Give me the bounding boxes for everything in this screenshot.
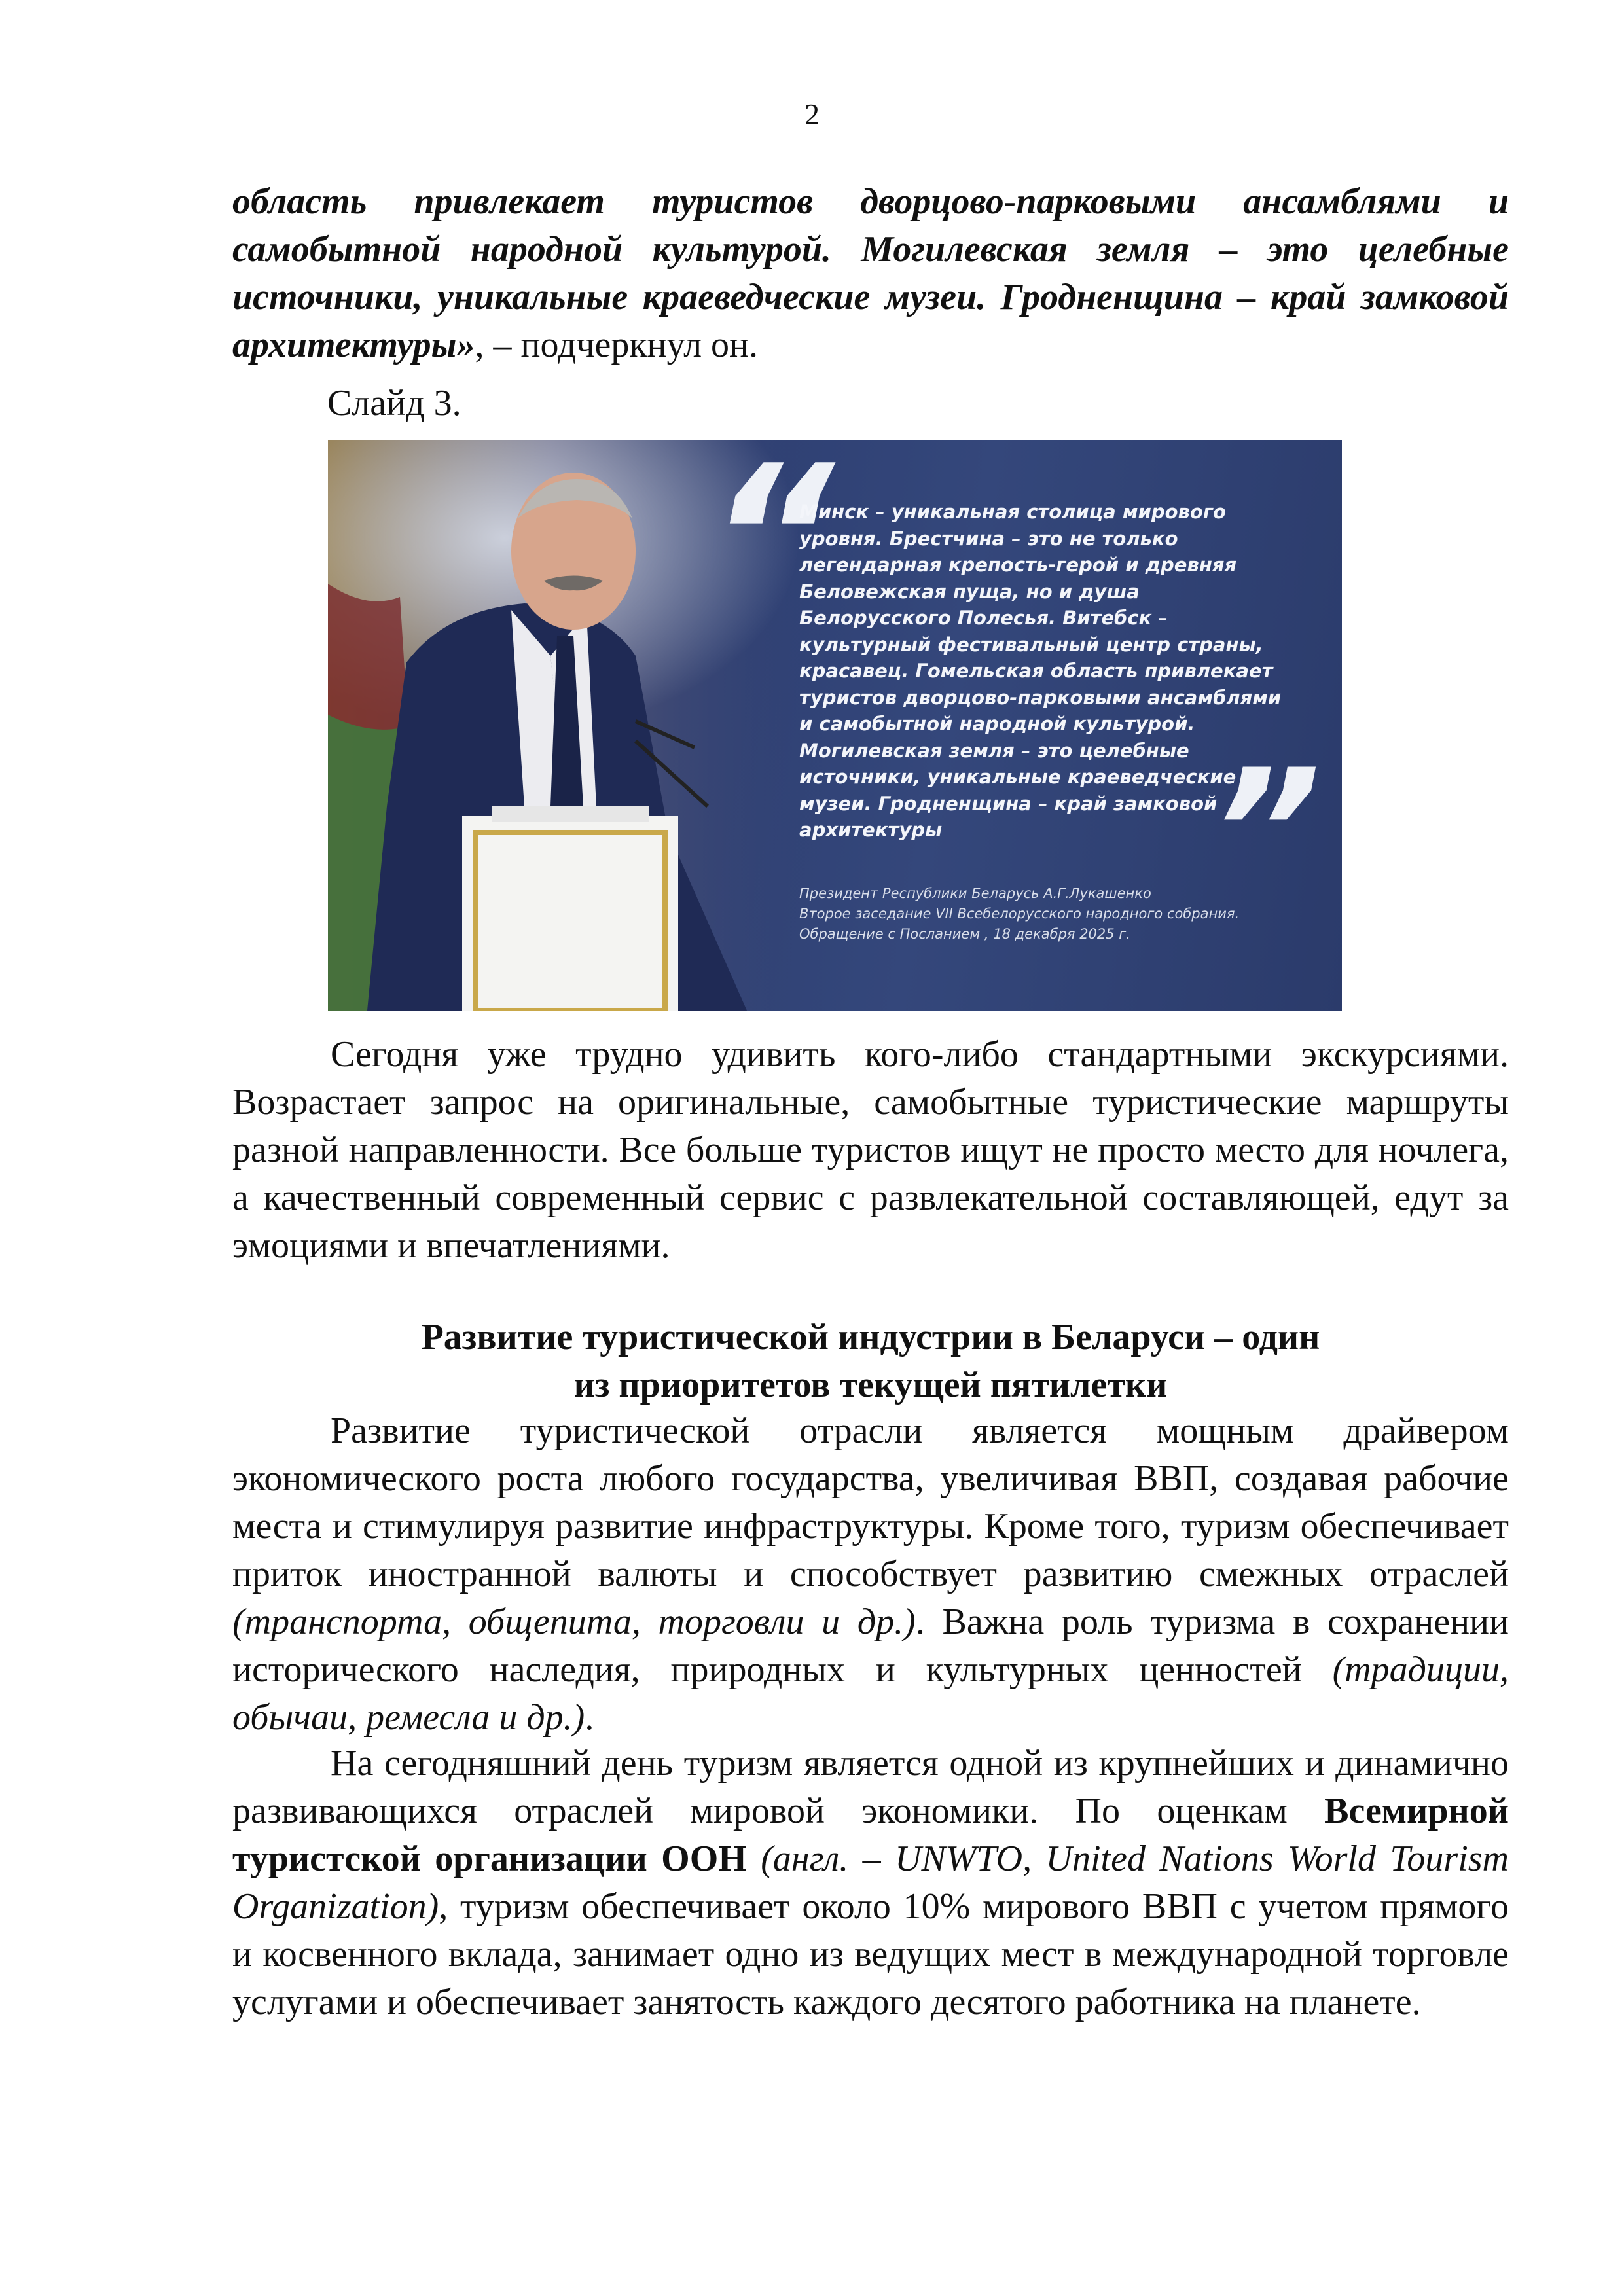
p3-text-2: . Важна роль туризма в сохранении исторического наследия, природных и культурных ценностей: [232, 1602, 1509, 1690]
open-quote-icon: “: [708, 440, 835, 652]
p3-italic-2: (традиции, обычаи, ремесла и др.): [232, 1649, 1509, 1738]
slide-image: [328, 440, 1342, 1011]
section-heading: [232, 1314, 1509, 1409]
p3-text-3: .: [585, 1697, 594, 1738]
attribution-event: Второе заседание VII Всебелорусского народного собрания. Обращение с Посланием , 18 декабря 2025 г.: [799, 906, 1240, 942]
paragraph-excursions: Сегодня уже трудно удивить кого-либо стандартными экскурсиями. Возрастает запрос на оригинальные, самобытные туристические маршруты разной направленности. Все больше туристов ищут не просто место для ночлега, а качественный современный сервис с развлекательной составляющей, едут за эмоциями и впечатлениями.: [232, 1034, 1509, 1266]
p4-italic-abbr: (англ. – UNWTO, United Nations World Tourism Organization): [232, 1839, 1509, 1927]
quote-ending-bold-italic: область привлекает туристов дворцово-парковыми ансамблями и самобытной народной культурой. Могилевская земля – это целебные источники, уникальные краеведческие музеи. Гродненщина – край замковой архитектуры»: [232, 181, 1509, 365]
quote-ending-tail: , – подчеркнул он.: [475, 325, 758, 365]
p4-bold-org: Всемирной туристской организации ООН: [232, 1791, 1509, 1879]
p4-text-3: , туризм обеспечивает около 10% мирового ВВП с учетом прямого и косвенного вклада, занимает одно из ведущих мест в международной торговле услугами и обеспечивает занятость каждого десятого работника на планете.: [232, 1886, 1509, 2022]
close-quote-icon: ”: [1212, 734, 1322, 931]
p4-text-1: На сегодняшний день туризм является одной из крупнейших и динамично развивающихся отраслей мировой экономики. По оценкам: [232, 1743, 1509, 1831]
page-number: 2: [804, 98, 820, 131]
paragraph-tourism-driver: [232, 1407, 1509, 1742]
heading-line2: из приоритетов текущей пятилетки: [573, 1365, 1168, 1405]
slide-quote-text: Минск – уникальная столица мирового уровня. Брестчина – это не только легендарная крепость-герой и древняя Беловежская пуща, но и душа Белорусского Полесья. Витебск – культурный фестивальный центр страны, красавец. Гомельская область привлекает туристов дворцово-парковыми ансамблями и самобытной народной культурой. Могилевская земля – это целебные источники, уникальные краеведческие музеи. Гродненщина – край замковой архитектуры: [799, 501, 1282, 841]
paragraph-world-tourism: [232, 1740, 1509, 2026]
slide-label: Слайд 3.: [327, 383, 461, 423]
p3-italic-1: (транспорта, общепита, торговли и др.): [232, 1602, 916, 1642]
paragraph-quote-ending: [232, 178, 1509, 369]
p3-text-1: Развитие туристической отрасли является мощным драйвером экономического роста любого государства, увеличивая ВВП, создавая рабочие места и стимулируя развитие инфраструктуры. Кроме того, туризм обеспечивает приток иностранной валюты и способствует развитию смежных отраслей: [232, 1410, 1509, 1594]
attribution-author: Президент Республики Беларусь А.Г.Лукашенко: [799, 886, 1151, 901]
heading-line1: Развитие туристической индустрии в Беларуси – один: [421, 1317, 1320, 1357]
slide-attribution: [799, 884, 1297, 944]
p4-space: [747, 1839, 761, 1879]
